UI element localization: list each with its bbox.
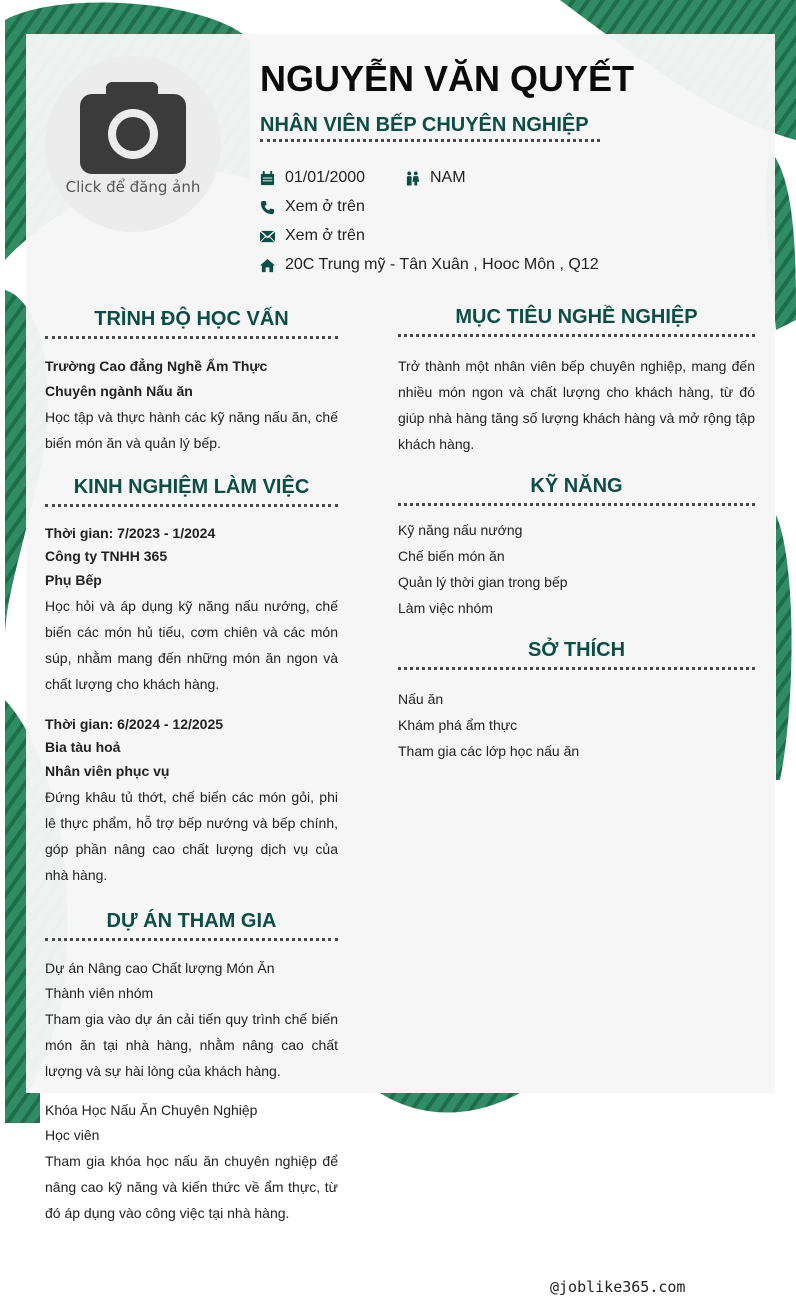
skill-item: Kỹ năng nấu nướng [398, 522, 523, 538]
objective-heading: MỤC TIÊU NGHỀ NGHIỆP [455, 306, 698, 328]
hobby-item: Khám phá ẩm thực [398, 717, 518, 733]
project-item [45, 956, 338, 1084]
photo-upload-caption[interactable]: Click để đăng ảnh [65, 178, 201, 196]
experience-description: Học hỏi và áp dụng kỹ năng nấu nướng, chế biến các món hủ tiếu, cơm chiên và các món súp, nhằm mang đến những món ăn ngon và chất lượng cho khách hàng. [45, 598, 338, 692]
experience-item [45, 713, 338, 888]
skills-list [398, 517, 755, 621]
experience-company: Công ty TNHH 365 [45, 548, 168, 564]
experience-time: Thời gian: 7/2023 - 1/2024 [45, 525, 216, 541]
education-section [45, 354, 338, 456]
education-description: Học tập và thực hành các kỹ năng nấu ăn, chế biến món ăn và quản lý bếp. [45, 409, 338, 451]
hobby-item: Nấu ăn [398, 691, 444, 707]
experience-company: Bia tàu hoả [45, 739, 121, 755]
experience-item [45, 522, 338, 697]
projects-heading: DỰ ÁN THAM GIA [106, 910, 277, 932]
address-value: 20C Trung mỹ - Tân Xuân , Hooc Môn , Q12 [285, 256, 599, 273]
gender-value: NAM [430, 169, 466, 186]
project-role: Học viên [45, 1127, 100, 1143]
email-value: Xem ở trên [285, 227, 365, 244]
phone-icon [260, 200, 275, 215]
address-row [260, 256, 599, 274]
education-school: Trường Cao đẳng Nghề Ẩm Thực [45, 358, 268, 374]
phone-row [260, 198, 365, 216]
education-heading: TRÌNH ĐỘ HỌC VẤN [94, 308, 289, 330]
hobby-item: Tham gia các lớp học nấu ăn [398, 743, 580, 759]
objective-divider [398, 334, 755, 337]
education-major: Chuyên ngành Nấu ăn [45, 383, 193, 399]
project-item [45, 1098, 338, 1226]
project-role: Thành viên nhóm [45, 985, 154, 1001]
experience-position: Nhân viên phục vụ [45, 763, 170, 779]
gender-row [405, 169, 466, 187]
experience-position: Phụ Bếp [45, 572, 102, 588]
home-icon [260, 258, 275, 273]
skill-item: Làm việc nhóm [398, 600, 493, 616]
experience-heading: KINH NGHIỆM LÀM VIỆC [73, 476, 310, 498]
experience-divider [45, 504, 338, 507]
hobbies-list [398, 686, 755, 764]
project-name: Khóa Học Nấu Ăn Chuyên Nghiệp [45, 1102, 258, 1118]
skills-divider [398, 503, 755, 506]
experience-time: Thời gian: 6/2024 - 12/2025 [45, 716, 224, 732]
skill-item: Chế biến món ăn [398, 548, 505, 564]
calendar-icon [260, 171, 275, 186]
birthday-value: 01/01/2000 [285, 169, 366, 186]
job-title: NHÂN VIÊN BẾP CHUYÊN NGHIỆP [260, 114, 589, 136]
objective-text: Trở thành một nhân viên bếp chuyên nghiệp, mang đến nhiều món ngon và chất lượng cho khách hàng, từ đó giúp nhà hàng tăng số lượng khách hàng và mở rộng tập khách hàng. [398, 358, 755, 452]
project-description: Tham gia khóa học nấu ăn chuyên nghiệp để nâng cao kỹ năng và kiến thức về ẩm thực, từ đó áp dụng vào công việc tại nhà hàng. [45, 1153, 338, 1221]
projects-divider [45, 938, 338, 941]
people-icon [405, 171, 420, 186]
birthday-row [260, 169, 365, 187]
envelope-icon [260, 229, 275, 244]
skills-heading: KỸ NĂNG [530, 475, 623, 497]
site-watermark: @joblike365.com [550, 1278, 686, 1296]
project-name: Dự án Nâng cao Chất lượng Món Ăn [45, 960, 275, 976]
education-divider [45, 336, 338, 339]
hobbies-divider [398, 667, 755, 670]
objective-section [398, 353, 755, 457]
skill-item: Quản lý thời gian trong bếp [398, 574, 568, 590]
title-divider [260, 139, 600, 142]
hobbies-heading: SỞ THÍCH [527, 639, 626, 661]
phone-value: Xem ở trên [285, 198, 365, 215]
candidate-name: NGUYỄN VĂN QUYẾT [260, 58, 635, 99]
camera-icon[interactable] [80, 80, 186, 174]
email-row [260, 227, 365, 245]
experience-description: Đứng khâu tủ thớt, chế biến các món gỏi, phi lê thực phẩm, hỗ trợ bếp nướng và bếp chính, góp phần nâng cao chất lượng dịch vụ của nhà hàng. [45, 789, 338, 883]
project-description: Tham gia vào dự án cải tiến quy trình chế biến món ăn tại nhà hàng, nhằm nâng cao chất lượng và sự hài lòng của khách hàng. [45, 1011, 338, 1079]
